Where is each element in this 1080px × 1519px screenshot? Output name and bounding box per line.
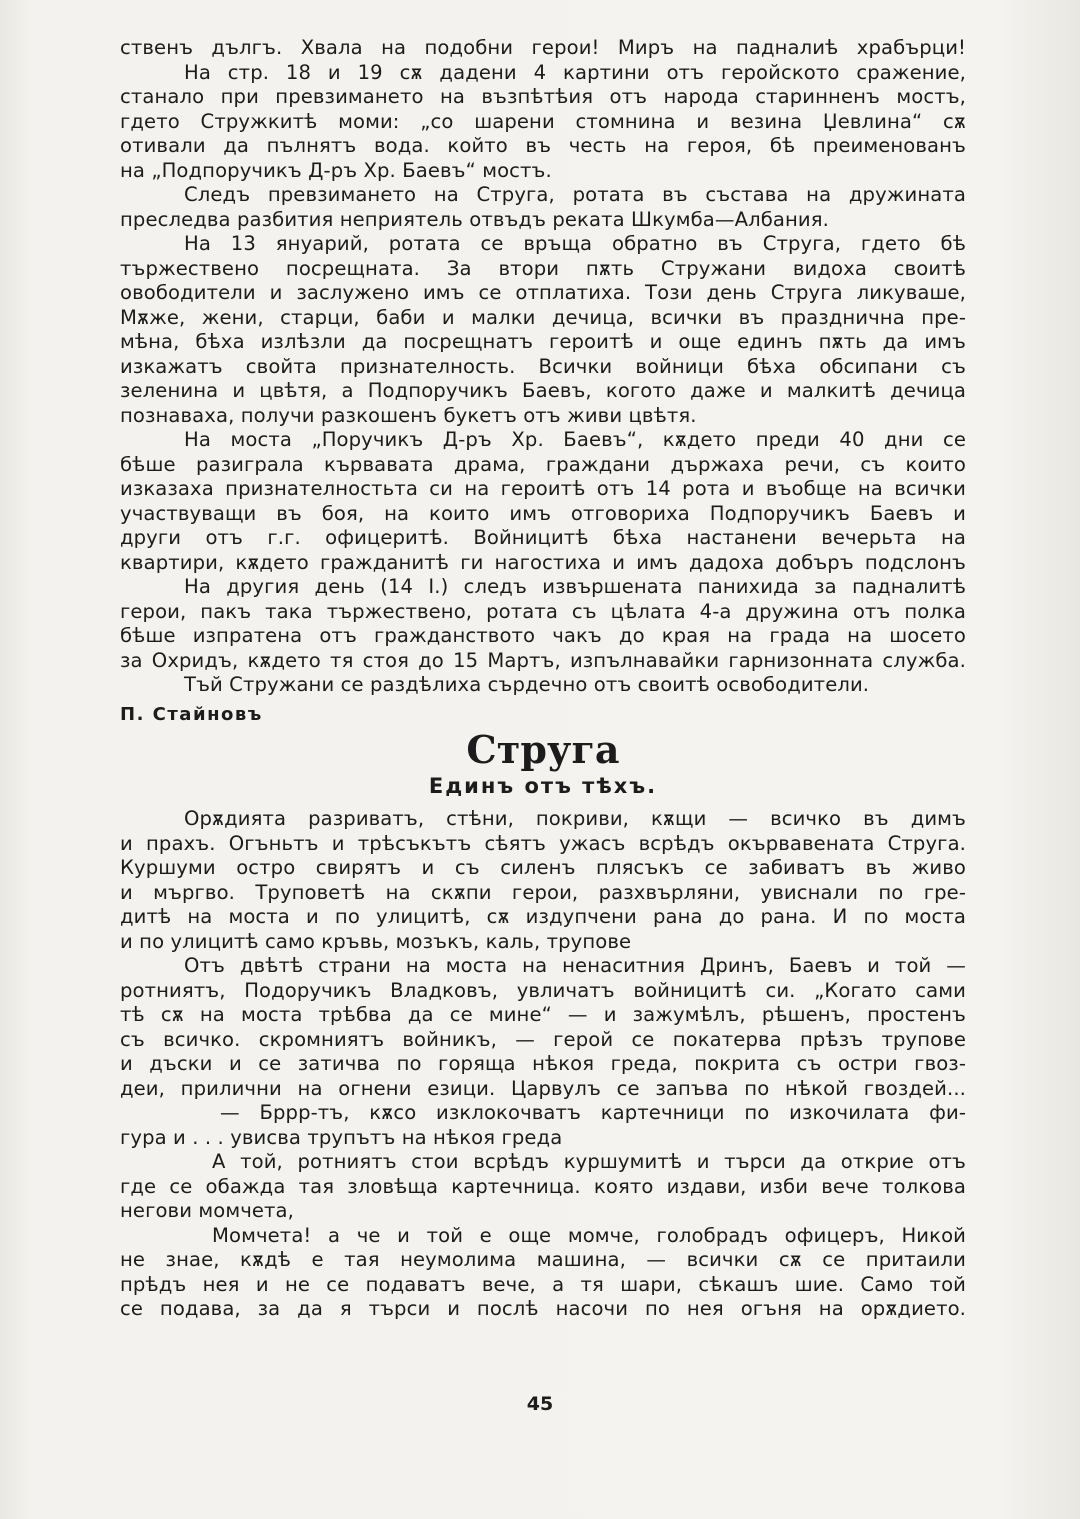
text-line: познаваха, получи разкошенъ букетъ отъ живи цвѣтя. <box>120 403 697 427</box>
text-line: прѣдъ нея и не се подаватъ вече, а тя шари, сѣкашъ шие. Само той <box>120 1272 966 1296</box>
story-paragraph-4 <box>120 1150 966 1224</box>
text-line: гура и . . . увисва трупътъ на нѣкоя греда <box>120 1125 563 1149</box>
text-line: На стр. 18 и 19 сѫ дадени 4 картини отъ геройското сражение, <box>184 60 966 84</box>
text-line: и мъргво. Труповетѣ на скѫпи герои, разхвърляни, увиснали по гре- <box>120 880 966 904</box>
text-line: герои, пакъ така тържествено, ротата съ цѣлата 4-а дружина отъ полка <box>120 599 966 623</box>
text-line: На 13 януарий, ротата се връща обратно въ Струга, гдето бѣ <box>184 232 966 255</box>
text-line: изказаха признателностьта си на героитѣ отъ 14 рота и въобще на всички <box>120 477 966 500</box>
story-paragraph-5 <box>120 1224 966 1322</box>
text-line: овободители и заслужено имъ се отплатиха. Този день Струга ликуваше, <box>120 281 966 304</box>
text-line: Тъй Стружани се раздѣлиха сърдечно отъ своитѣ освободители. <box>184 673 870 696</box>
article-title: Струга <box>466 727 620 772</box>
story-paragraph-3 <box>120 1101 966 1150</box>
text-line: бѣше разиграла кървавата драма, граждани държаха речи, съ които <box>120 452 966 476</box>
text-line: изкажатъ свойта признателность. Всички войници бѣха обсипани съ <box>120 354 966 378</box>
text-line: Следъ превзимането на Струга, ротата въ състава на дружината <box>184 183 966 206</box>
text-line: тържествено посрещната. За втори пѫть Стружани видоха своитѣ <box>120 256 966 280</box>
text-line: На моста „Поручикъ Д-ръ Хр. Баевъ“, кѫдето преди 40 дни се <box>184 428 966 451</box>
story-paragraph-2 <box>120 954 966 1101</box>
text-line: Куршуми остро свирятъ и съ силенъ плясъкъ се забиватъ въ живо <box>120 856 966 879</box>
text-line: и по улицитѣ само кръвь, мозъкъ, каль, трупове <box>120 929 632 953</box>
text-line: на „Подпоручикъ Д-ръ Хр. Баевъ“ мостъ. <box>120 158 552 182</box>
text-line: мѣна, бѣха излѣзли да посрещнатъ героитѣ и още единъ пѫть да имъ <box>120 330 966 353</box>
text-line: за Охридъ, кѫдето тя стоя до 15 Мартъ, изпълнавайки гарнизонната служба. <box>120 648 966 672</box>
text-line: Отъ двѣтѣ страни на моста на ненаситния Дринъ, Баевъ и той — <box>184 954 966 977</box>
text-line: зеленина и цвѣтя, а Подпоручикъ Баевъ, когото даже и малкитѣ дечица <box>120 379 966 402</box>
page-number: 45 <box>526 1393 554 1415</box>
paragraph-pursuit <box>120 183 966 232</box>
text-line: ственъ дългъ. Хвала на подобни герои! Миръ на падналиѣ храбърци! <box>120 36 966 59</box>
text-line: и дъски и се затичва по горяща нѣкоя греда, покрита съ остри гвоз- <box>120 1052 966 1075</box>
text-line: отивали да пълнятъ вода. който въ честь на героя, бѣ преименованъ <box>120 134 966 157</box>
text-line: станало при превзимането на възпѣтѣия отъ народа старинненъ мостъ, <box>120 85 966 108</box>
author-name: П. Стайновъ <box>120 703 263 725</box>
text-line: и прахъ. Огъньтъ и трѣсъкътъ сѣятъ ужасъ всрѣдъ окървавената Струга. <box>120 831 966 855</box>
paragraph-intro <box>120 36 966 183</box>
text-line: деи, прилични на огнени езици. Царвулъ се запъва по нѣкой гвоздей... <box>120 1076 966 1100</box>
text-line: не знае, кѫдѣ е тая неумолима машина, — всички сѫ се притаили <box>120 1248 966 1271</box>
text-line: гдето Стружкитѣ моми: „со шарени стомнина и везина Џевлина“ сѫ <box>120 109 966 133</box>
paragraph-return <box>120 232 966 428</box>
text-line: квартири, кѫдето гражданитѣ ги нагостиха и имъ дадоха добъръ подслонъ <box>120 550 966 574</box>
paragraph-farewell <box>120 575 966 698</box>
text-line: где се обажда тая зловѣща картечница. която издави, изби вече толкова <box>120 1174 966 1198</box>
text-line: ротниятъ, Подоручикъ Владковъ, увличатъ войницитѣ си. „Когато сами <box>120 978 966 1002</box>
text-line: участвуващи въ боя, на които имъ отговориха Подпоручикъ Баевъ и <box>120 501 966 525</box>
paragraph-bridge <box>120 428 966 575</box>
article-subtitle: Единъ отъ тѣхъ. <box>428 774 658 798</box>
text-line: бѣше изпратена отъ гражданството чакъ до края на града на шосето <box>120 624 966 647</box>
text-line: тѣ сѫ на моста трѣбва да се мине“ — и зажумѣлъ, рѣшенъ, простенъ <box>120 1003 966 1026</box>
text-line: — Бррр-тъ, кѫсо изклокочватъ картечници по изкочилата фи- <box>220 1101 966 1124</box>
text-line: На другия день (14 I.) следъ извършената панихида за падналитѣ <box>184 575 966 598</box>
text-line: Орѫдията разриватъ, стѣни, покриви, кѫщи — всичко въ димъ <box>184 807 966 830</box>
text-line: съ всичко. скромниятъ войникъ, — герой се покатерва прѣзъ трупове <box>120 1027 966 1051</box>
text-column <box>120 36 966 1322</box>
text-line: А той, ротниятъ стои всрѣдъ куршумитѣ и търси да открие отъ <box>212 1150 966 1173</box>
text-line: преследва разбития неприятель отвъдъ реката Шкумба—Албания. <box>120 207 829 231</box>
text-line: дитѣ на моста и по улицитѣ, сѫ издупчени рана до рана. И по моста <box>120 905 966 928</box>
text-line: други отъ г.г. офицеритѣ. Войницитѣ бѣха настанени вечерьта на <box>120 526 966 549</box>
story-paragraph-1 <box>120 807 966 954</box>
text-line: Момчета! а че и той е още момче, голобрадъ офицеръ, Никой <box>212 1223 966 1247</box>
text-line: негови момчета, <box>120 1199 294 1222</box>
text-line: Мѫже, жени, старци, баби и малки дечица, всички въ празднична пре- <box>120 305 966 329</box>
text-line: се подава, за да я търси и послѣ насочи по нея огъня на орѫдието. <box>120 1297 966 1320</box>
